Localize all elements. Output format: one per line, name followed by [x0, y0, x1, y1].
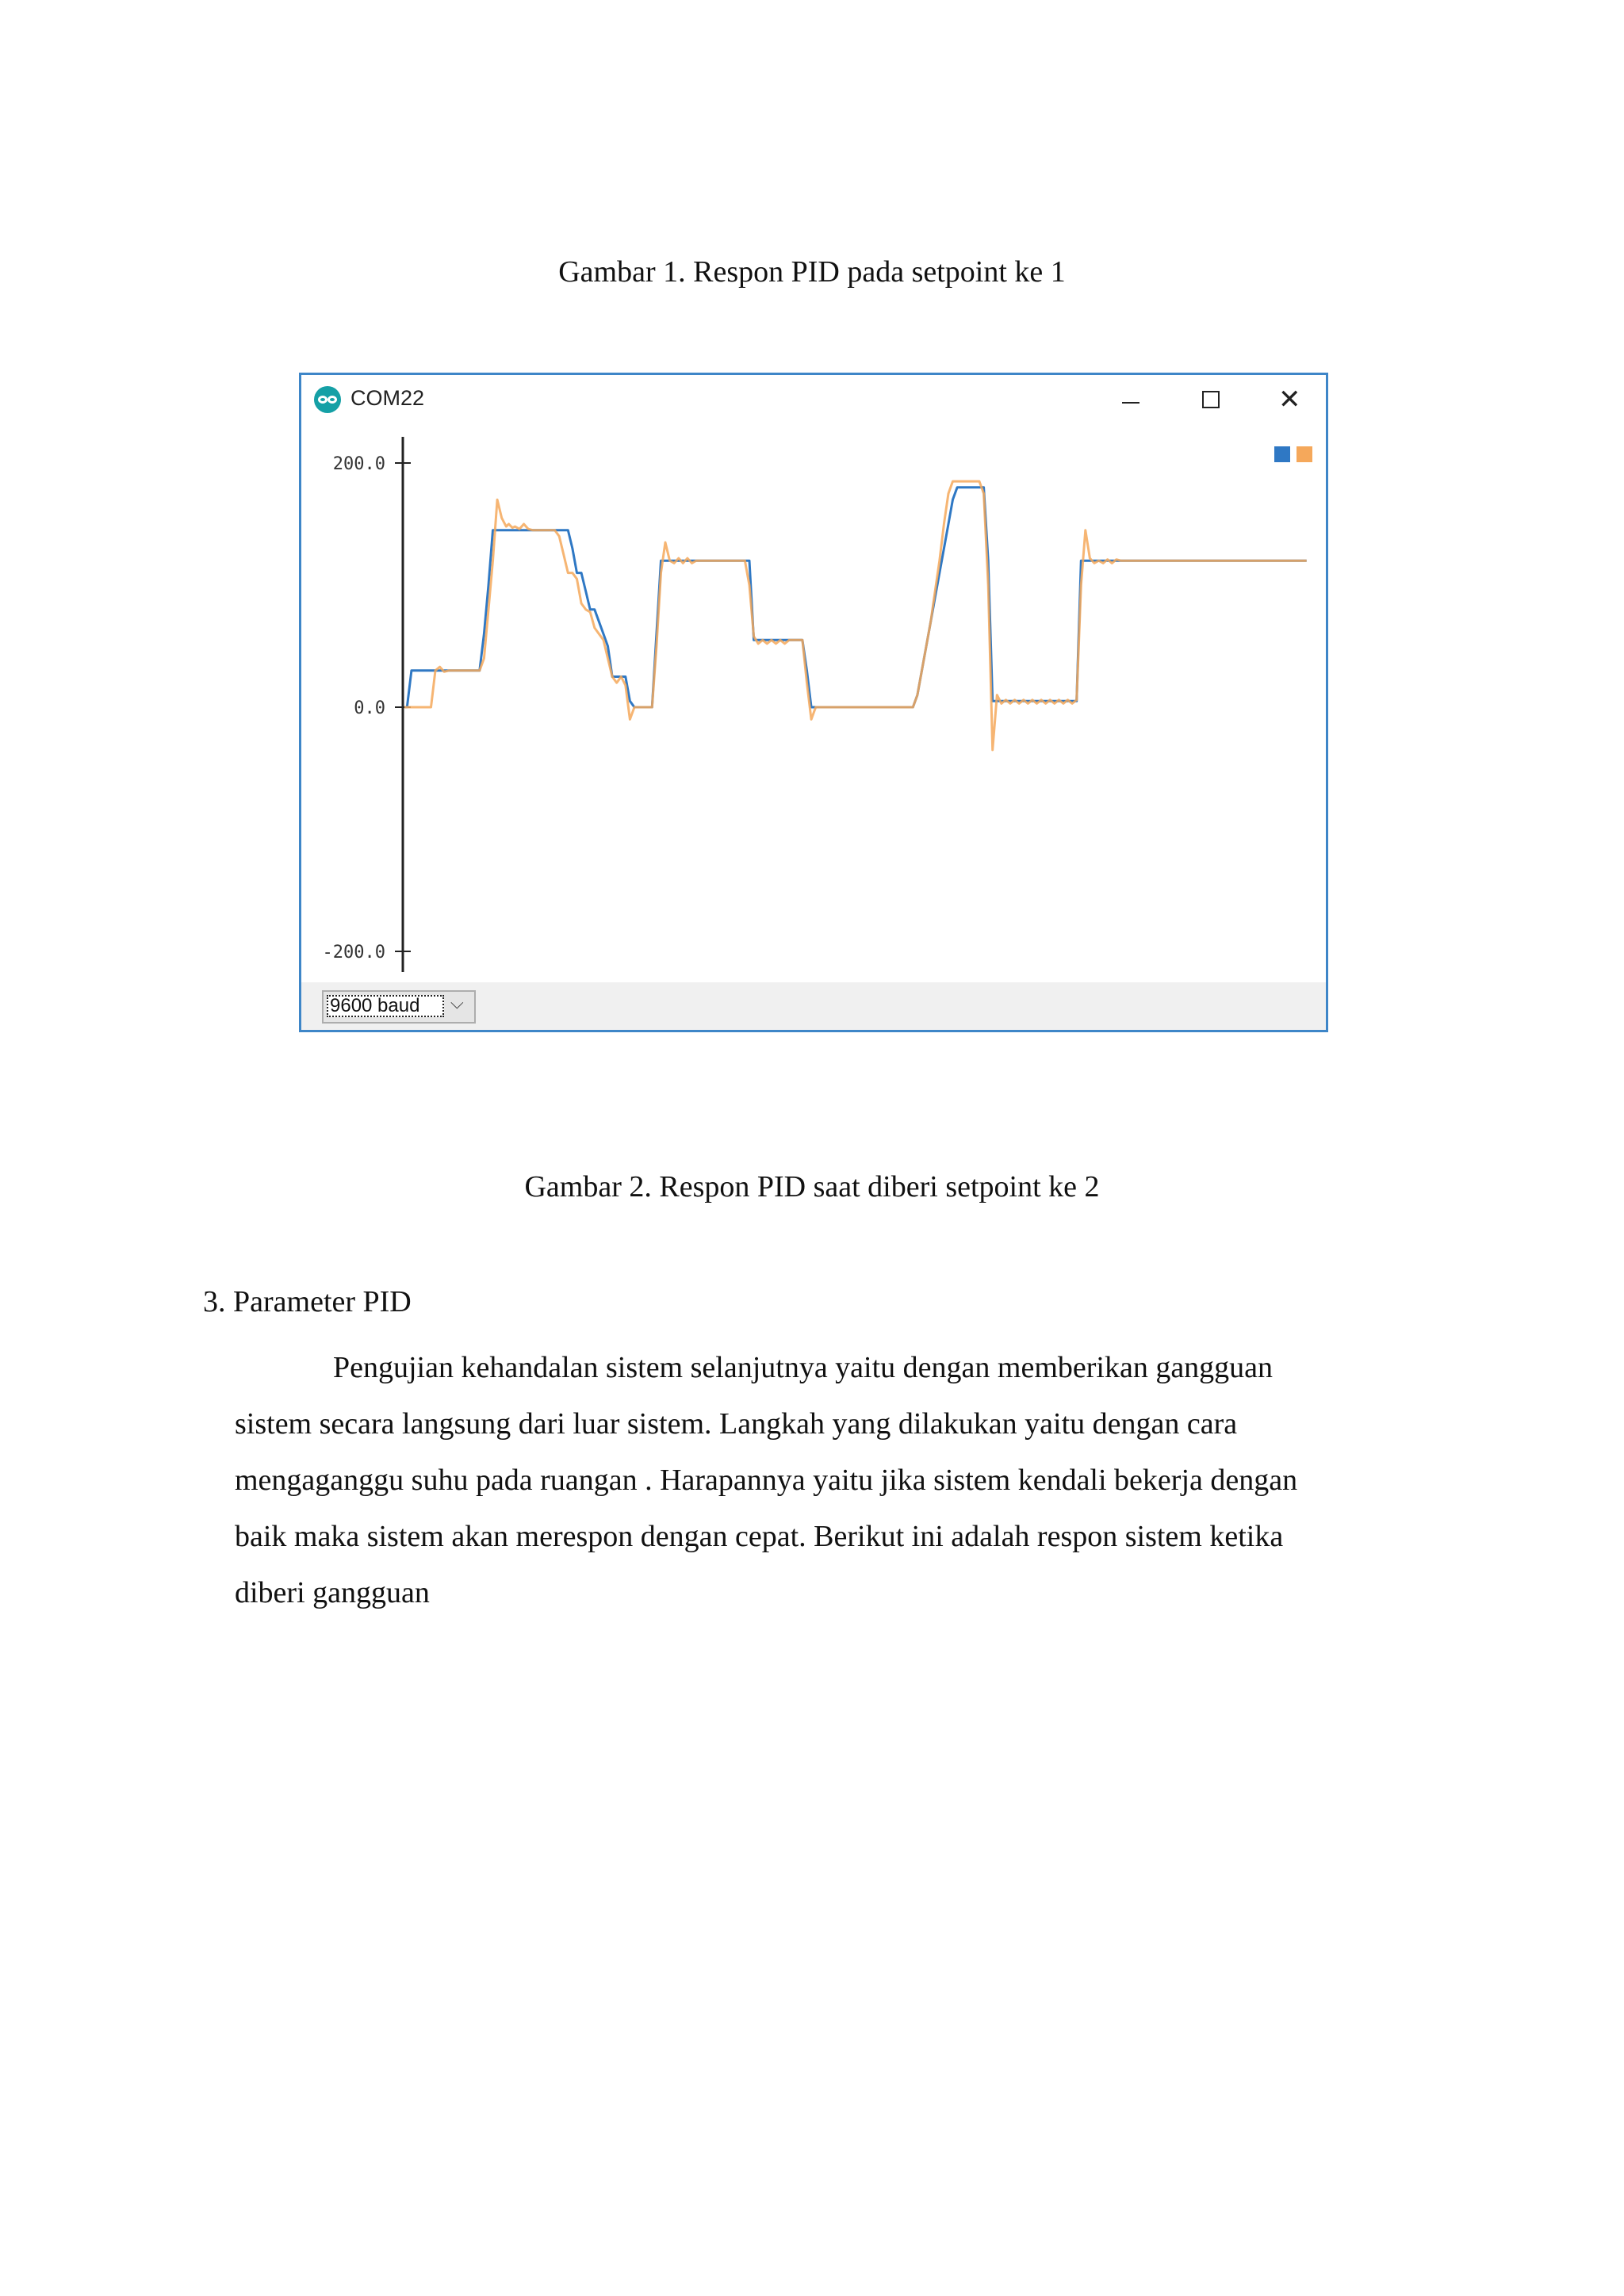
section-paragraph: [235, 1340, 1416, 1621]
y-tick-label: 200.0: [332, 454, 385, 474]
series-1-line: [404, 488, 1307, 707]
close-icon: ✕: [1278, 384, 1301, 415]
plot-area: [301, 375, 1326, 978]
plotter-bottom-bar: [301, 982, 1326, 1030]
legend-swatch: [1297, 446, 1312, 462]
series-2-line: [404, 481, 1307, 750]
paragraph-line: sistem secara langsung dari luar sistem. Langkah yang dilakukan yaitu dengan cara: [235, 1407, 1238, 1441]
window-title: COM22: [350, 386, 425, 410]
figure-2-caption: Gambar 2. Respon PID saat diberi setpoint ke 2: [524, 1170, 1100, 1203]
paragraph-line: mengaganggu suhu pada ruangan . Harapannya yaitu jika sistem kendali bekerja dengan: [235, 1464, 1298, 1497]
paragraph-line: Pengujian kehandalan sistem selanjutnya yaitu dengan memberikan gangguan: [333, 1351, 1274, 1384]
baud-rate-value: 9600 baud: [327, 995, 444, 1017]
y-tick-label: -200.0: [322, 943, 385, 962]
serial-plotter-window: [299, 373, 1328, 1032]
paragraph-line: diberi gangguan: [235, 1576, 430, 1609]
baud-rate-select[interactable]: [322, 990, 476, 1024]
section-heading: 3. Parameter PID: [203, 1285, 412, 1318]
figure-1-caption: Gambar 1. Respon PID pada setpoint ke 1: [558, 255, 1066, 289]
paragraph-line: baik maka sistem akan merespon dengan cepat. Berikut ini adalah respon sistem ketika: [235, 1520, 1284, 1553]
chevron-down-icon: ⌵: [450, 993, 464, 1013]
y-tick-label: 0.0: [354, 698, 385, 718]
legend-swatch: [1274, 446, 1290, 462]
